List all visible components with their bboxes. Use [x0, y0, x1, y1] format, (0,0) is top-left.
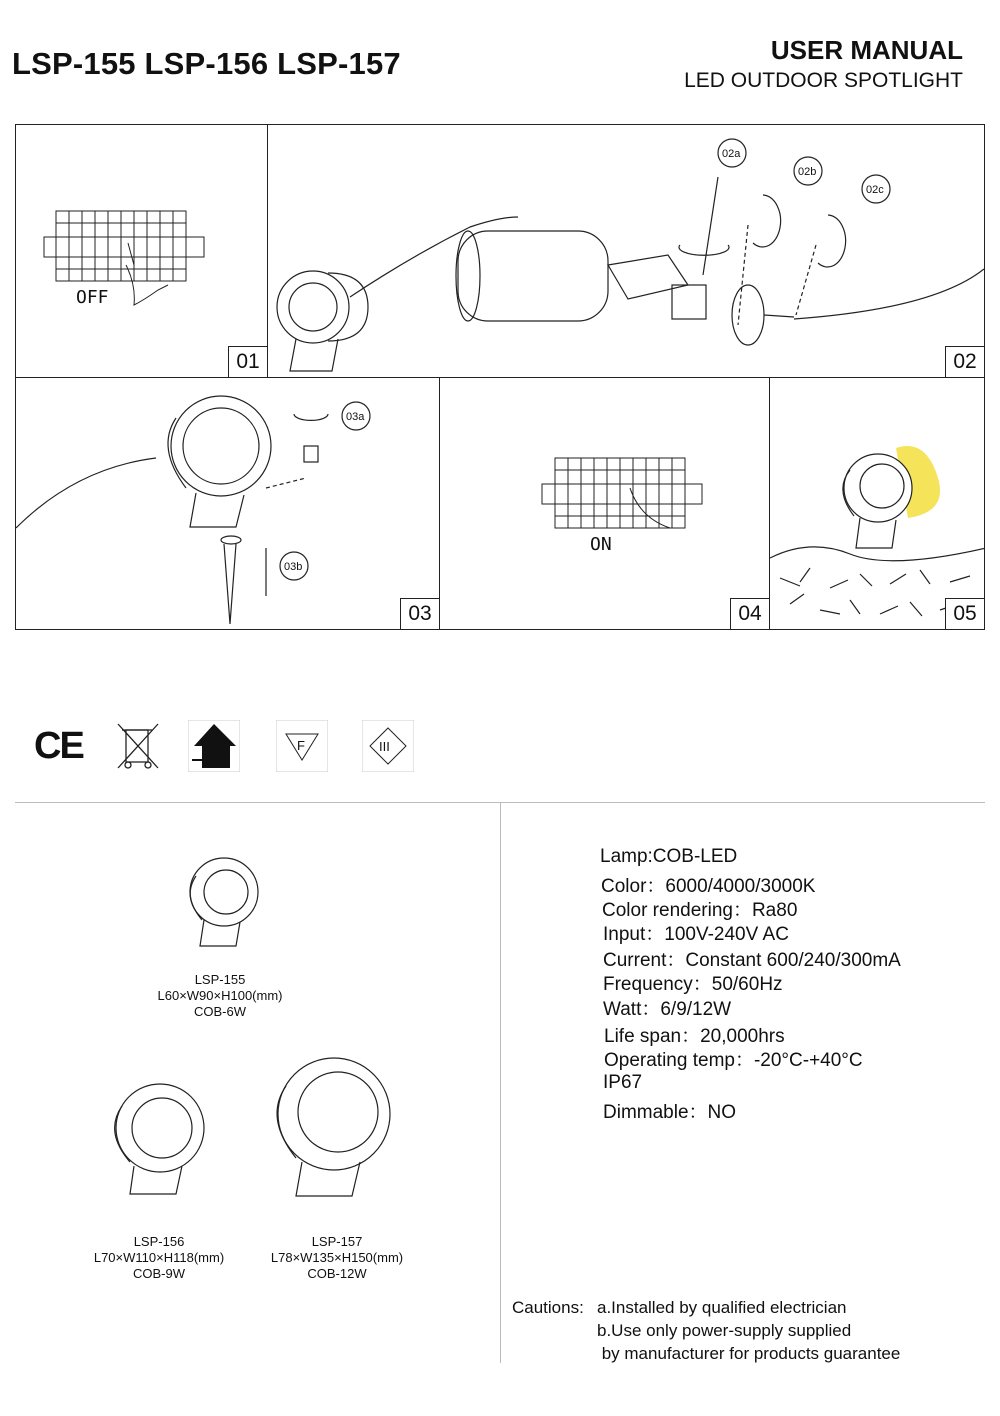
indoor-outdoor-icon	[188, 720, 240, 772]
mounting-illustration	[16, 378, 440, 630]
f-mark-icon	[276, 720, 328, 772]
model-title: LSP-155 LSP-156 LSP-157	[12, 46, 401, 81]
spec-input: Input：100V-240V AC	[603, 924, 789, 945]
model-dims: L78×W135×H150(mm)	[270, 1250, 404, 1265]
lsp-155-drawing	[180, 852, 260, 952]
ce-mark-icon: CE	[34, 725, 83, 767]
model-lsp-156	[76, 1234, 242, 1282]
model-name: LSP-155	[194, 972, 246, 987]
model-power: COB-12W	[307, 1266, 367, 1281]
step-number: 01	[228, 346, 267, 377]
spec-ip-rating: IP67	[603, 1072, 643, 1093]
model-name: LSP-156	[133, 1234, 185, 1249]
cautions-label: Cautions:	[512, 1298, 584, 1317]
step-01-panel	[15, 124, 268, 378]
model-dims: L70×W110×H118(mm)	[93, 1250, 225, 1265]
wiring-illustration	[268, 125, 985, 378]
step-03b-tag: 03b	[284, 561, 303, 573]
off-label: OFF	[76, 287, 109, 308]
caution-b: b.Use only power-supply supplied	[597, 1321, 852, 1340]
step-02a-tag: 02a	[722, 148, 741, 160]
spec-operating-temp: Operating temp：-20°C-+40°C	[604, 1050, 863, 1071]
step-number: 05	[945, 598, 984, 629]
step-03a-tag: 03a	[346, 411, 365, 423]
weee-bin-icon	[112, 720, 164, 772]
step-number: 03	[400, 598, 439, 629]
step-number: 04	[730, 598, 769, 629]
svg-text:F: F	[297, 738, 305, 753]
spec-current: Current：Constant 600/240/300mA	[603, 950, 901, 971]
model-power: COB-6W	[194, 1004, 246, 1019]
breaker-off-illustration	[16, 125, 268, 378]
lsp-156-drawing	[100, 1078, 210, 1198]
class-iii-icon	[362, 720, 414, 772]
manual-title: USER MANUAL	[770, 35, 963, 65]
installed-light-illustration	[770, 378, 985, 630]
model-lsp-155	[140, 972, 300, 1020]
lsp-157-drawing	[262, 1052, 392, 1202]
spec-watt: Watt：6/9/12W	[603, 999, 732, 1020]
breaker-modules	[56, 211, 186, 281]
step-02b-tag: 02b	[798, 166, 817, 178]
spec-dimmable: Dimmable：NO	[603, 1102, 737, 1123]
spec-color: Color：6000/4000/3000K	[601, 876, 816, 897]
spec-frequency: Frequency：50/60Hz	[603, 974, 783, 995]
step-05-panel	[769, 377, 985, 630]
model-power: COB-9W	[133, 1266, 185, 1281]
svg-text:III: III	[379, 739, 390, 754]
caution-b-continued: by manufacturer for products guarantee	[597, 1344, 901, 1363]
spec-color-rendering: Color rendering：Ra80	[602, 900, 798, 921]
spec-lamp: Lamp:COB-LED	[600, 846, 738, 867]
on-label: ON	[590, 534, 612, 555]
model-lsp-157	[252, 1234, 422, 1282]
step-02c-tag: 02c	[866, 184, 884, 196]
step-03-panel	[15, 377, 440, 630]
product-subtitle: LED OUTDOOR SPOTLIGHT	[684, 69, 963, 92]
breaker-on-illustration	[440, 378, 770, 630]
spec-life-span: Life span：20,000hrs	[604, 1026, 785, 1047]
step-02-panel	[267, 124, 985, 378]
step-number: 02	[945, 346, 984, 377]
step-04-panel	[439, 377, 770, 630]
model-dims: L60×W90×H100(mm)	[157, 988, 283, 1003]
caution-a: a.Installed by qualified electrician	[597, 1298, 847, 1317]
column-divider	[500, 803, 501, 1363]
model-name: LSP-157	[311, 1234, 363, 1249]
